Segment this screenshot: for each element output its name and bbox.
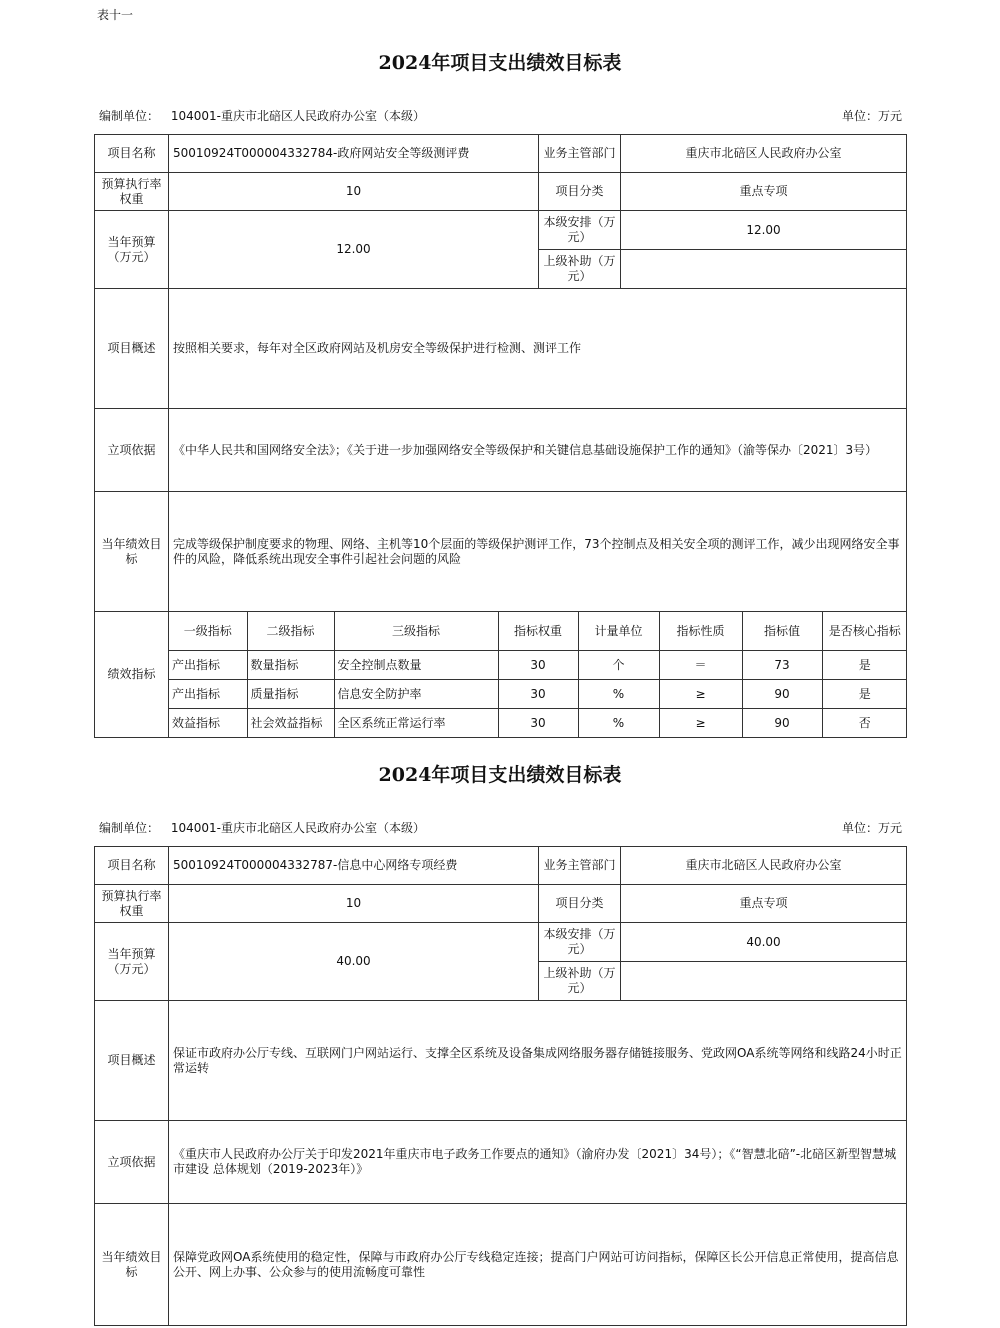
kpi-header: 指标权重 [498,612,578,650]
dept-value: 重庆市北碚区人民政府办公室 [621,847,907,885]
row-kpi [95,612,907,738]
budget-value: 12.00 [169,211,539,289]
kpi-cell-value: 90 [742,708,822,737]
corner-label: 表十一 [97,8,134,22]
row-weight [95,885,907,923]
kpi-header: 一级指标 [169,612,247,650]
upper-label: 上级补助（万元） [539,962,621,1001]
kpi-table [169,612,907,737]
row-goal [95,1204,907,1326]
kpi-cell-unit: % [578,679,659,708]
project-name-label: 项目名称 [95,847,169,885]
overview-label: 项目概述 [95,1001,169,1121]
row-basis [95,409,907,492]
budget-value: 40.00 [169,923,539,1001]
project-name-value: 50010924T000004332787-信息中心网络专项经费 [169,847,539,885]
category-label: 项目分类 [539,885,621,923]
kpi-cell-value: 90 [742,679,822,708]
kpi-cell-weight: 30 [498,650,578,679]
overview-value: 保证市政府办公厅专线、互联网门户网站运行、支撑全区系统及设备集成网络服务器存储链接服务、党政网OA系统等网络和线路24小时正常运转 [169,1001,907,1121]
kpi-cell-nature: ≥ [659,708,742,737]
local-value: 40.00 [621,923,907,962]
currency-unit: 单位：万元 [841,109,902,123]
kpi-header: 计量单位 [578,612,659,650]
overview-value: 按照相关要求，每年对全区政府网站及机房安全等级保护进行检测、测评工作 [169,289,907,409]
weight-value: 10 [169,885,539,923]
local-label: 本级安排（万元） [539,211,621,250]
compiler-unit-value: 104001-重庆市北碚区人民政府办公室（本级） [170,821,425,835]
table-title: 2024年项目支出绩效目标表 [378,52,622,74]
kpi-cell-core: 是 [822,679,907,708]
kpi-cell-weight: 30 [498,679,578,708]
kpi-cell [169,612,907,738]
performance-table [94,134,907,738]
goal-value: 完成等级保护制度要求的物理、网络、主机等10个层面的等级保护测评工作，73个控制点及相关安全项的测评工作，减少出现网络安全事件的风险，降低系统出现安全事件引起社会问题的风险 [169,492,907,612]
local-label: 本级安排（万元） [539,923,621,962]
kpi-cell-level1: 产出指标 [169,679,247,708]
performance-table [94,846,907,1326]
weight-value: 10 [169,173,539,211]
kpi-cell-core: 是 [822,650,907,679]
upper-value [621,250,907,289]
row-budget [95,211,907,250]
currency-unit: 单位：万元 [841,821,902,835]
kpi-label: 绩效指标 [95,612,169,738]
kpi-cell-level1: 效益指标 [169,708,247,737]
row-project-name [95,847,907,885]
local-value: 12.00 [621,211,907,250]
kpi-row [169,708,907,737]
category-label: 项目分类 [539,173,621,211]
table-title: 2024年项目支出绩效目标表 [378,764,622,786]
goal-label: 当年绩效目标 [95,492,169,612]
kpi-header-row [169,612,907,650]
kpi-row [169,650,907,679]
basis-value: 《重庆市人民政府办公厅关于印发2021年重庆市电子政务工作要点的通知》（渝府办发〔2021〕34号）；《“智慧北碚”-北碚区新型智慧城市建设 总体规划（2019-2023年）》 [169,1121,907,1204]
upper-value [621,962,907,1001]
kpi-cell-unit: % [578,708,659,737]
weight-label: 预算执行率权重 [95,173,169,211]
compiler-unit-label: 编制单位： [99,821,160,835]
row-overview [95,289,907,409]
kpi-cell-nature: ≥ [659,679,742,708]
budget-label: 当年预算（万元） [95,211,169,289]
dept-label: 业务主管部门 [539,135,621,173]
row-overview [95,1001,907,1121]
kpi-cell-level2: 质量指标 [247,679,334,708]
kpi-header: 指标性质 [659,612,742,650]
kpi-cell-level3: 信息安全防护率 [334,679,498,708]
basis-label: 立项依据 [95,1121,169,1204]
goal-label: 当年绩效目标 [95,1204,169,1326]
kpi-header: 二级指标 [247,612,334,650]
row-goal [95,492,907,612]
category-value: 重点专项 [621,173,907,211]
goal-value: 保障党政网OA系统使用的稳定性，保障与市政府办公厅专线稳定连接；提高门户网站可访问指标，保障区长公开信息正常使用，提高信息公开、网上办事、公众参与的使用流畅度可靠性 [169,1204,907,1326]
dept-label: 业务主管部门 [539,847,621,885]
weight-label: 预算执行率权重 [95,885,169,923]
row-weight [95,173,907,211]
row-budget [95,923,907,962]
kpi-cell-level3: 安全控制点数量 [334,650,498,679]
basis-label: 立项依据 [95,409,169,492]
budget-label: 当年预算（万元） [95,923,169,1001]
kpi-cell-nature: ＝ [659,650,742,679]
compiler-unit [99,107,425,124]
kpi-header: 是否核心指标 [822,612,907,650]
kpi-cell-level1: 产出指标 [169,650,247,679]
row-basis [95,1121,907,1204]
kpi-cell-unit: 个 [578,650,659,679]
kpi-header: 三级指标 [334,612,498,650]
compiler-unit [99,819,425,836]
basis-value: 《中华人民共和国网络安全法》；《关于进一步加强网络安全等级保护和关键信息基础设施保护工作的通知》（渝等保办〔2021〕3号） [169,409,907,492]
dept-value: 重庆市北碚区人民政府办公室 [621,135,907,173]
kpi-cell-core: 否 [822,708,907,737]
kpi-cell-level3: 全区系统正常运行率 [334,708,498,737]
kpi-cell-value: 73 [742,650,822,679]
overview-label: 项目概述 [95,289,169,409]
row-project-name [95,135,907,173]
project-name-label: 项目名称 [95,135,169,173]
kpi-cell-weight: 30 [498,708,578,737]
project-name-value: 50010924T000004332784-政府网站安全等级测评费 [169,135,539,173]
category-value: 重点专项 [621,885,907,923]
upper-label: 上级补助（万元） [539,250,621,289]
kpi-header: 指标值 [742,612,822,650]
compiler-unit-label: 编制单位： [99,109,160,123]
compiler-unit-value: 104001-重庆市北碚区人民政府办公室（本级） [170,109,425,123]
kpi-row [169,679,907,708]
kpi-cell-level2: 社会效益指标 [247,708,334,737]
kpi-cell-level2: 数量指标 [247,650,334,679]
